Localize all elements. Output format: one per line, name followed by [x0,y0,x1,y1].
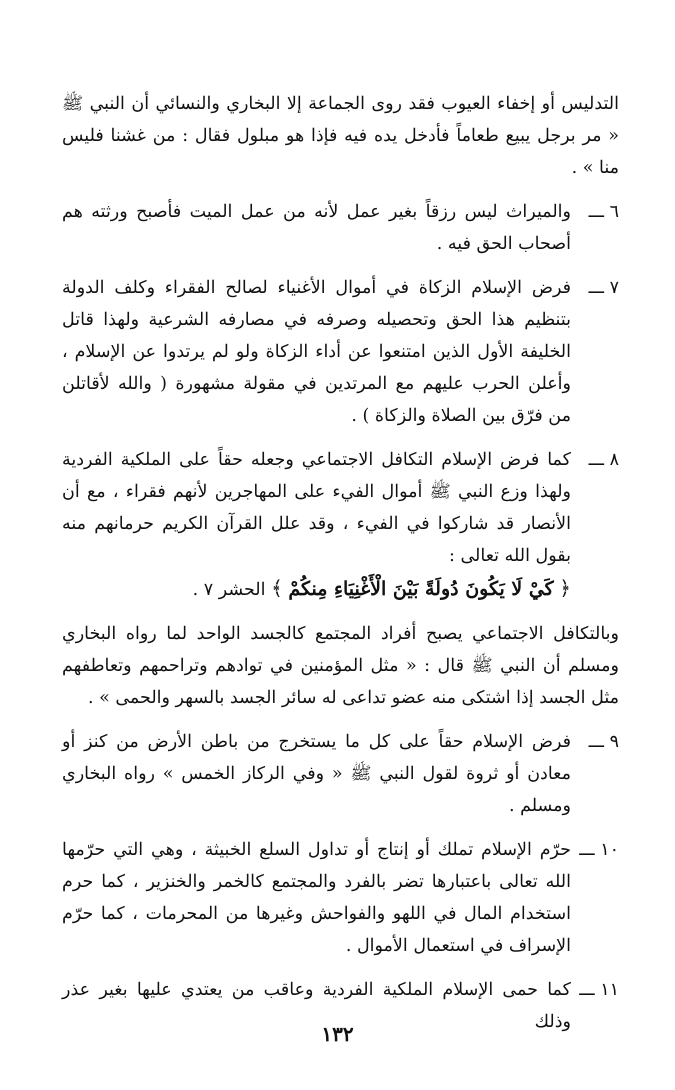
item-number: ١١ ـــ [579,980,619,1000]
item-text: كما حمى الإسلام الملكية الفردية وعاقب من يعتدي عليها بغير عذر وذلك [62,980,571,1032]
item-text: فرض الإسلام حقاً على كل ما يستخرج من باطن الأرض من كنز أو معادن أو ثروة لقول النبي ﷺ « وفي الركاز الخمس » رواه البخاري ومسلم . [62,732,571,816]
quran-verse: كَيْ لَا يَكُونَ دُولَةً بَيْنَ الْأَغْنِيَاءِ مِنكُمْ [288,578,554,600]
page-number: ١٣٢ [321,1022,354,1046]
paragraph-text: وبالتكافل الاجتماعي يصبح أفراد المجتمع كالجسد الواحد لما رواه البخاري ومسلم أن النبي ﷺ قال : « مثل المؤمنين في توادهم وتراحمهم وتعاطفهم مثل الجسد إذا اشتكى منه عضو تداعى له سائر الجسد بالسهر والحمى » . [62,624,619,708]
paragraph-continuation [62,88,619,184]
item-number: ٨ ـــ [588,450,619,470]
ornate-bracket-open: ﴿ [559,576,571,600]
item-number: ٦ ـــ [588,202,619,222]
item-number: ٩ ـــ [588,732,619,752]
paragraph-text: التدليس أو إخفاء العيوب فقد روى الجماعة إلا البخاري والنسائي أن النبي ﷺ « مر برجل يبيع طعاماً فأدخل يده فيه فإذا هو مبلول فقال : من غشنا فليس منا » . [62,94,619,178]
list-item-10 [62,834,619,962]
item-text: فرض الإسلام الزكاة في أموال الأغنياء لصالح الفقراء وكلف الدولة بتنظيم هذا الحق وتحصيله وصرفه في مصارفه الشرعية ولهذا قاتل الخليفة الأول الذين امتنعوا عن أداء الزكاة ولو لم يرتدوا عن الإسلام ، وأعلن الحرب عليهم مع المرتدين في مقولة مشهورة ( والله لأقاتلن من فرّق بين الصلاة والزكاة ) . [62,278,571,426]
item-number: ٧ ـــ [588,278,619,298]
ornate-bracket-close: ﴾ [271,576,283,600]
list-item-6 [62,196,619,260]
paragraph-solidarity [62,618,619,714]
item-number: ١٠ ـــ [579,840,619,860]
quran-verse-line [62,572,571,606]
item-text: حرّم الإسلام تملك أو إنتاج أو تداول السلع الخبيثة ، وهي التي حرّمها الله تعالى باعتبارها تضر بالفرد والمجتمع كالخمر والخنزير ، كما حرم استخدام المال في اللهو والفواحش وغيرها من المحرمات ، كما حرّم الإسراف في استعمال الأموال . [62,840,571,956]
list-item-7 [62,272,619,432]
list-item-9 [62,726,619,822]
item-text: كما فرض الإسلام التكافل الاجتماعي وجعله حقاً على الملكية الفردية ولهذا وزع النبي ﷺ أموال الفيء على المهاجرين لأنهم فقراء ، مع أن الأنصار قد شاركوا في الفيء ، وقد علل القرآن الكريم حرمانهم منه بقول الله تعالى : [62,450,571,566]
verse-reference: الحشر ٧ . [192,580,266,600]
page-body [62,88,619,1050]
list-item-8 [62,444,619,606]
item-text: والميراث ليس رزقاً بغير عمل لأنه من عمل الميت فأصبح ورثته هم أصحاب الحق فيه . [62,202,571,254]
